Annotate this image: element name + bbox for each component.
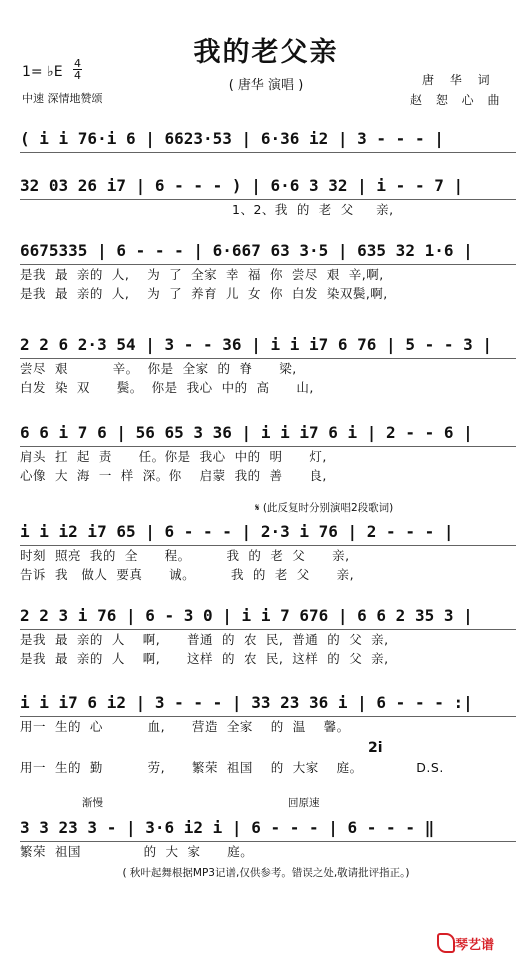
lyrics-verse-2: 白发 染 双 鬓。 你是 我心 中的 高 山, <box>20 380 314 395</box>
transcription-footnote: ( 秋叶起舞根据MP3记谱,仅供参考。错误之处,敬请批评指正。) <box>122 867 410 879</box>
notes: i i i7 6 i2 | 3 - - - | 33 23 36 i | 6 - - - :| <box>20 693 473 712</box>
lyrics-verse-2: 用一 生的 勤 劳, 繁荣 祖国 的 大家 庭。 D.S. <box>20 760 444 775</box>
lyrics-verse-1: 尝尽 艰 辛。 你是 全家 的 脊 梁, <box>20 361 297 376</box>
lyricist-credit: 唐 华 词 <box>422 73 496 87</box>
notes: 2 2 3 i 76 | 6 - 3 0 | i i 7 676 | 6 6 2 35 3 | <box>20 606 473 625</box>
meter-top: 4 <box>74 57 81 70</box>
lyrics-verse-1: 用一 生的 心 血, 营造 全家 的 温 馨。 <box>20 719 350 734</box>
lyrics-verse-2: 告诉 我 做人 要真 诚。 我 的 老 父 亲, <box>20 567 355 582</box>
lyrics-verse-2: 是我 最 亲的 人, 为 了 养育 儿 女 你 白发 染双鬓,啊, <box>20 286 388 301</box>
qinyipu-logo-icon <box>437 933 455 953</box>
song-title: 我的老父亲 <box>193 37 339 68</box>
lyrics-verse-2: 是我 最 亲的 人 啊, 这样 的 农 民, 这样 的 父 亲, <box>20 651 389 666</box>
meter-bottom: 4 <box>74 69 81 82</box>
notes: 3 3 23 3 - | 3·6 i2 i | 6 - - - | 6 - - - ‖ <box>20 818 435 837</box>
lyrics-verse-1: 时刻 照亮 我的 全 程。 我 的 老 父 亲, <box>20 548 350 563</box>
lyrics-verse-2: 心像 大 海 一 样 深。你 启蒙 我的 善 良, <box>20 468 327 483</box>
tempo-marking: 中速 深情地赞颂 <box>22 92 103 105</box>
site-logo-text: 琴艺谱 <box>455 938 495 953</box>
alternate-notes: 2i <box>368 740 383 756</box>
singer-credit: ( 唐华 演唱 ) <box>228 78 304 93</box>
lyrics-verse-1: 繁荣 祖国 的 大 家 庭。 <box>20 844 254 859</box>
composer-credit: 赵 恕 心 曲 <box>410 93 505 107</box>
notes: 2 2 6 2·3 54 | 3 - - 36 | i i i7 6 76 | 5 - - 3 | <box>20 335 493 354</box>
lyrics-verse-1: 肩头 扛 起 责 任。你是 我心 中的 明 灯, <box>20 449 327 464</box>
notes: i i i2 i7 65 | 6 - - - | 2·3 i 76 | 2 - - - | <box>20 522 454 541</box>
notes: ( i i 76·i 6 | 6623·53 | 6·36 i2 | 3 - - - | <box>20 129 444 148</box>
lyrics-verse-1: 是我 最 亲的 人 啊, 普通 的 农 民, 普通 的 父 亲, <box>20 632 389 647</box>
a-tempo-mark: 回原速 <box>288 797 320 809</box>
lyrics-verse-1: 1、2、我 的 老 父 亲, <box>232 202 394 217</box>
repeat-note: 𝄋 (此反复时分别演唱2段歌词) <box>255 502 394 514</box>
notes: 6 6 i 7 6 | 56 65 3 36 | i i i7 6 i | 2 - - 6 | <box>20 423 473 442</box>
ritardando-mark: 渐慢 <box>82 797 103 809</box>
notes: 32 03 26 i7 | 6 - - - ) | 6·6 3 32 | i - - 7 | <box>20 176 464 195</box>
notes: 6675335 | 6 - - - | 6·667 63 3·5 | 635 32 1·6 | <box>20 241 473 260</box>
key-signature: 1= ♭E <box>22 64 63 80</box>
lyrics-verse-1: 是我 最 亲的 人, 为 了 全家 幸 福 你 尝尽 艰 辛,啊, <box>20 267 384 282</box>
time-signature <box>73 58 82 81</box>
